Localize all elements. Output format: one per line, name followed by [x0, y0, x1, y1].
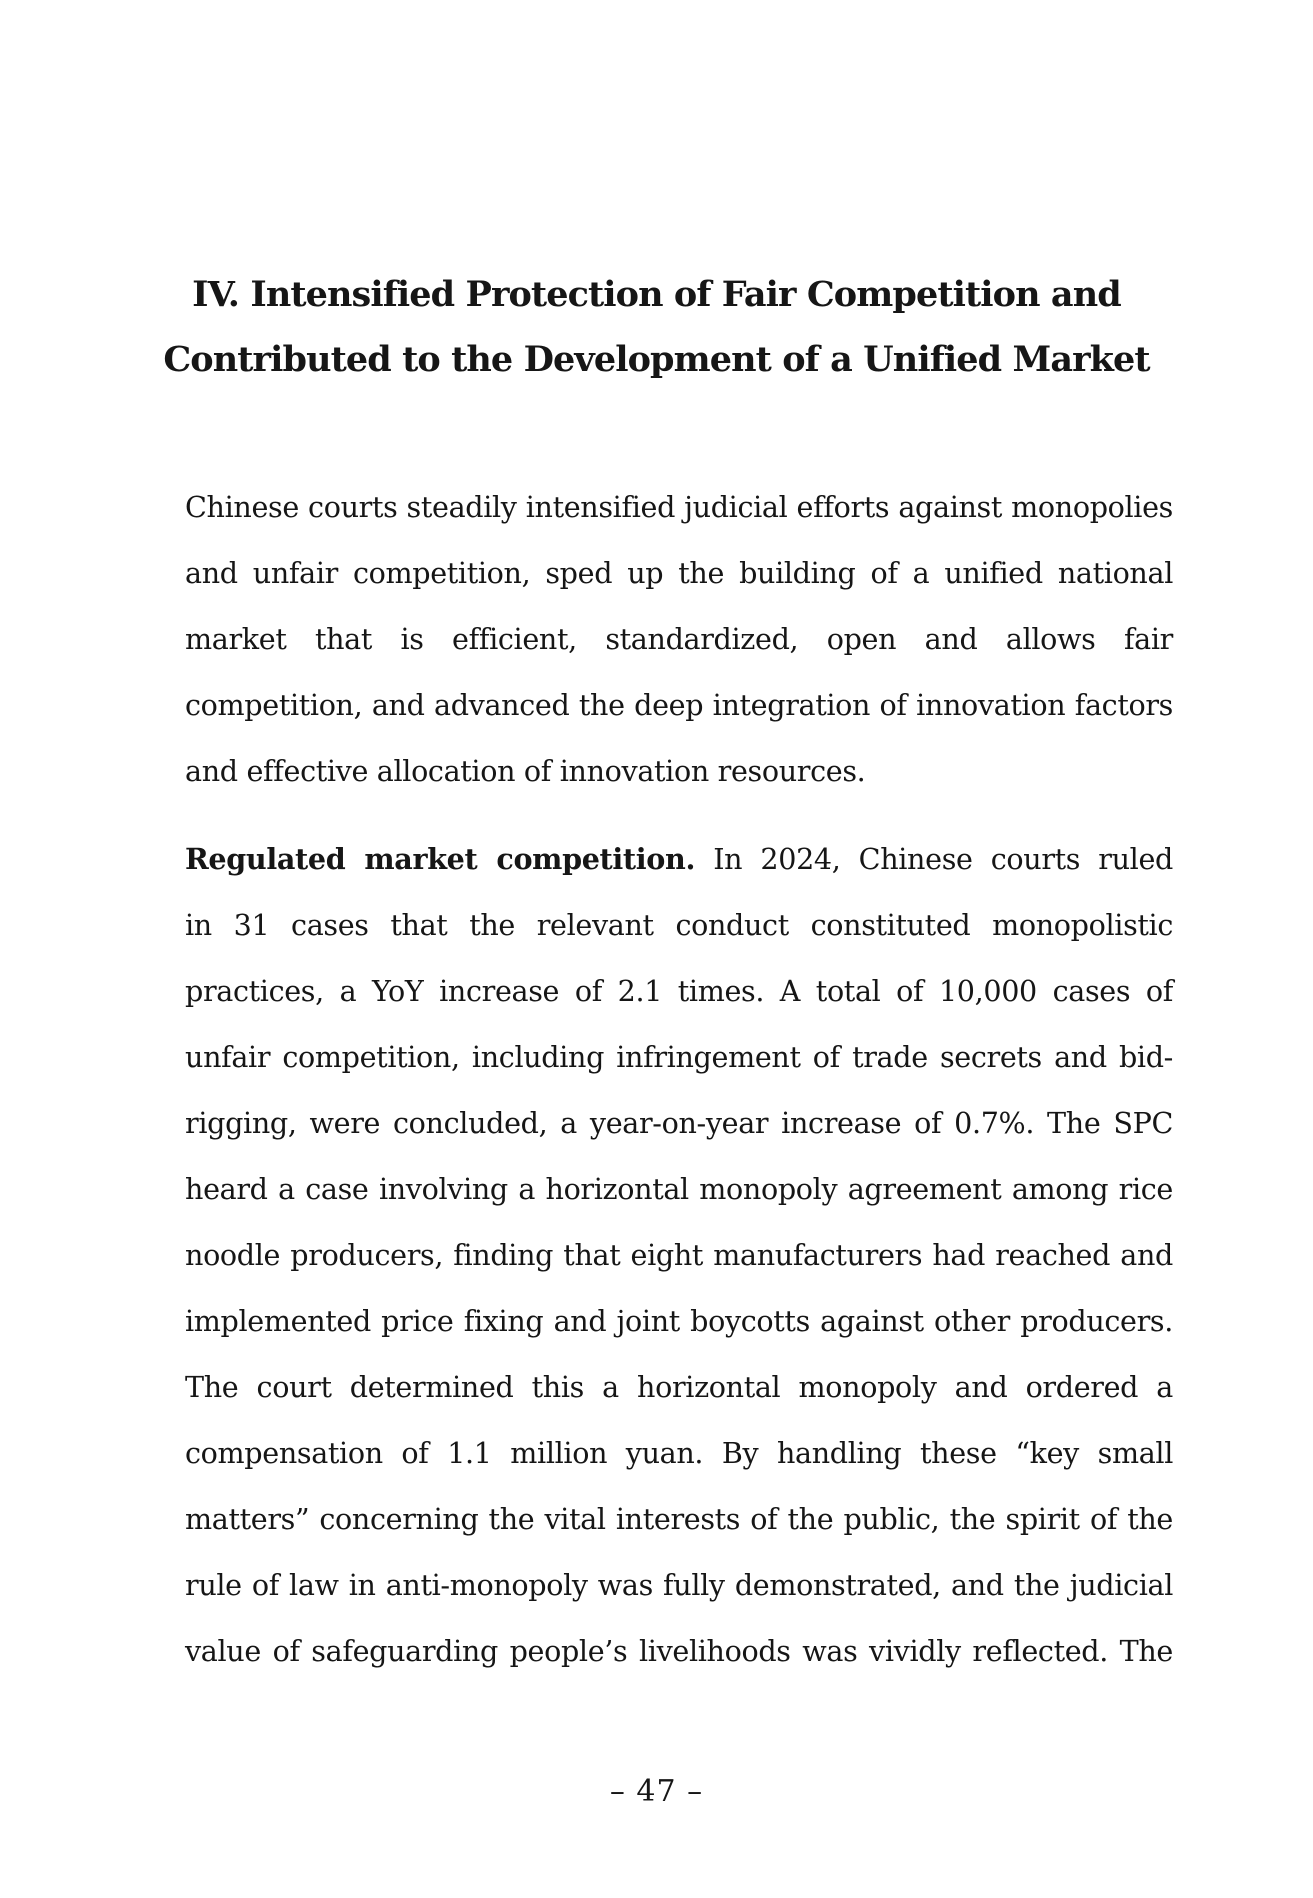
text-line: implemented price fixing and joint boycotts against other producers. — [185, 1304, 1173, 1338]
paragraph-intro — [185, 474, 1173, 804]
paragraph-lead: Regulated market competition. — [185, 842, 696, 876]
section-heading — [150, 262, 1163, 392]
heading-line-1: IV. Intensified Protection of Fair Competition and — [192, 274, 1121, 315]
paragraph-market-competition — [185, 826, 1173, 1684]
text-line: matters” concerning the vital interests of the public, the spirit of the — [185, 1502, 1173, 1536]
text-line-first — [185, 826, 1173, 892]
text-line: rule of law in anti-monopoly was fully demonstrated, and the judicial — [185, 1568, 1173, 1602]
text-line: in 31 cases that the relevant conduct constituted monopolistic — [185, 908, 1173, 942]
page-number: – 47 – — [609, 1774, 704, 1809]
text-line: value of safeguarding people’s livelihoods was vividly reflected. The — [185, 1634, 1173, 1668]
text-line: practices, a YoY increase of 2.1 times. A total of 10,000 cases of — [185, 974, 1173, 1008]
text-line: and unfair competition, sped up the building of a unified national — [185, 556, 1173, 590]
text-line: noodle producers, finding that eight manufacturers had reached and — [185, 1238, 1173, 1272]
text-line: heard a case involving a horizontal monopoly agreement among rice — [185, 1172, 1173, 1206]
text-line: market that is efficient, standardized, open and allows fair — [185, 622, 1173, 656]
text-line: competition, and advanced the deep integration of innovation factors — [185, 688, 1173, 722]
text-line: unfair competition, including infringement of trade secrets and bid- — [185, 1040, 1173, 1074]
text-line: and effective allocation of innovation resources. — [185, 754, 866, 788]
text-line: Chinese courts steadily intensified judicial efforts against monopolies — [185, 490, 1173, 524]
text-line: compensation of 1.1 million yuan. By handling these “key small — [185, 1436, 1173, 1470]
text-line: rigging, were concluded, a year-on-year increase of 0.7%. The SPC — [185, 1106, 1173, 1140]
text-line: The court determined this a horizontal monopoly and ordered a — [185, 1370, 1173, 1404]
first-line-rest: In 2024, Chinese courts ruled — [695, 842, 1173, 876]
heading-line-2: Contributed to the Development of a Unified Market — [163, 339, 1150, 380]
